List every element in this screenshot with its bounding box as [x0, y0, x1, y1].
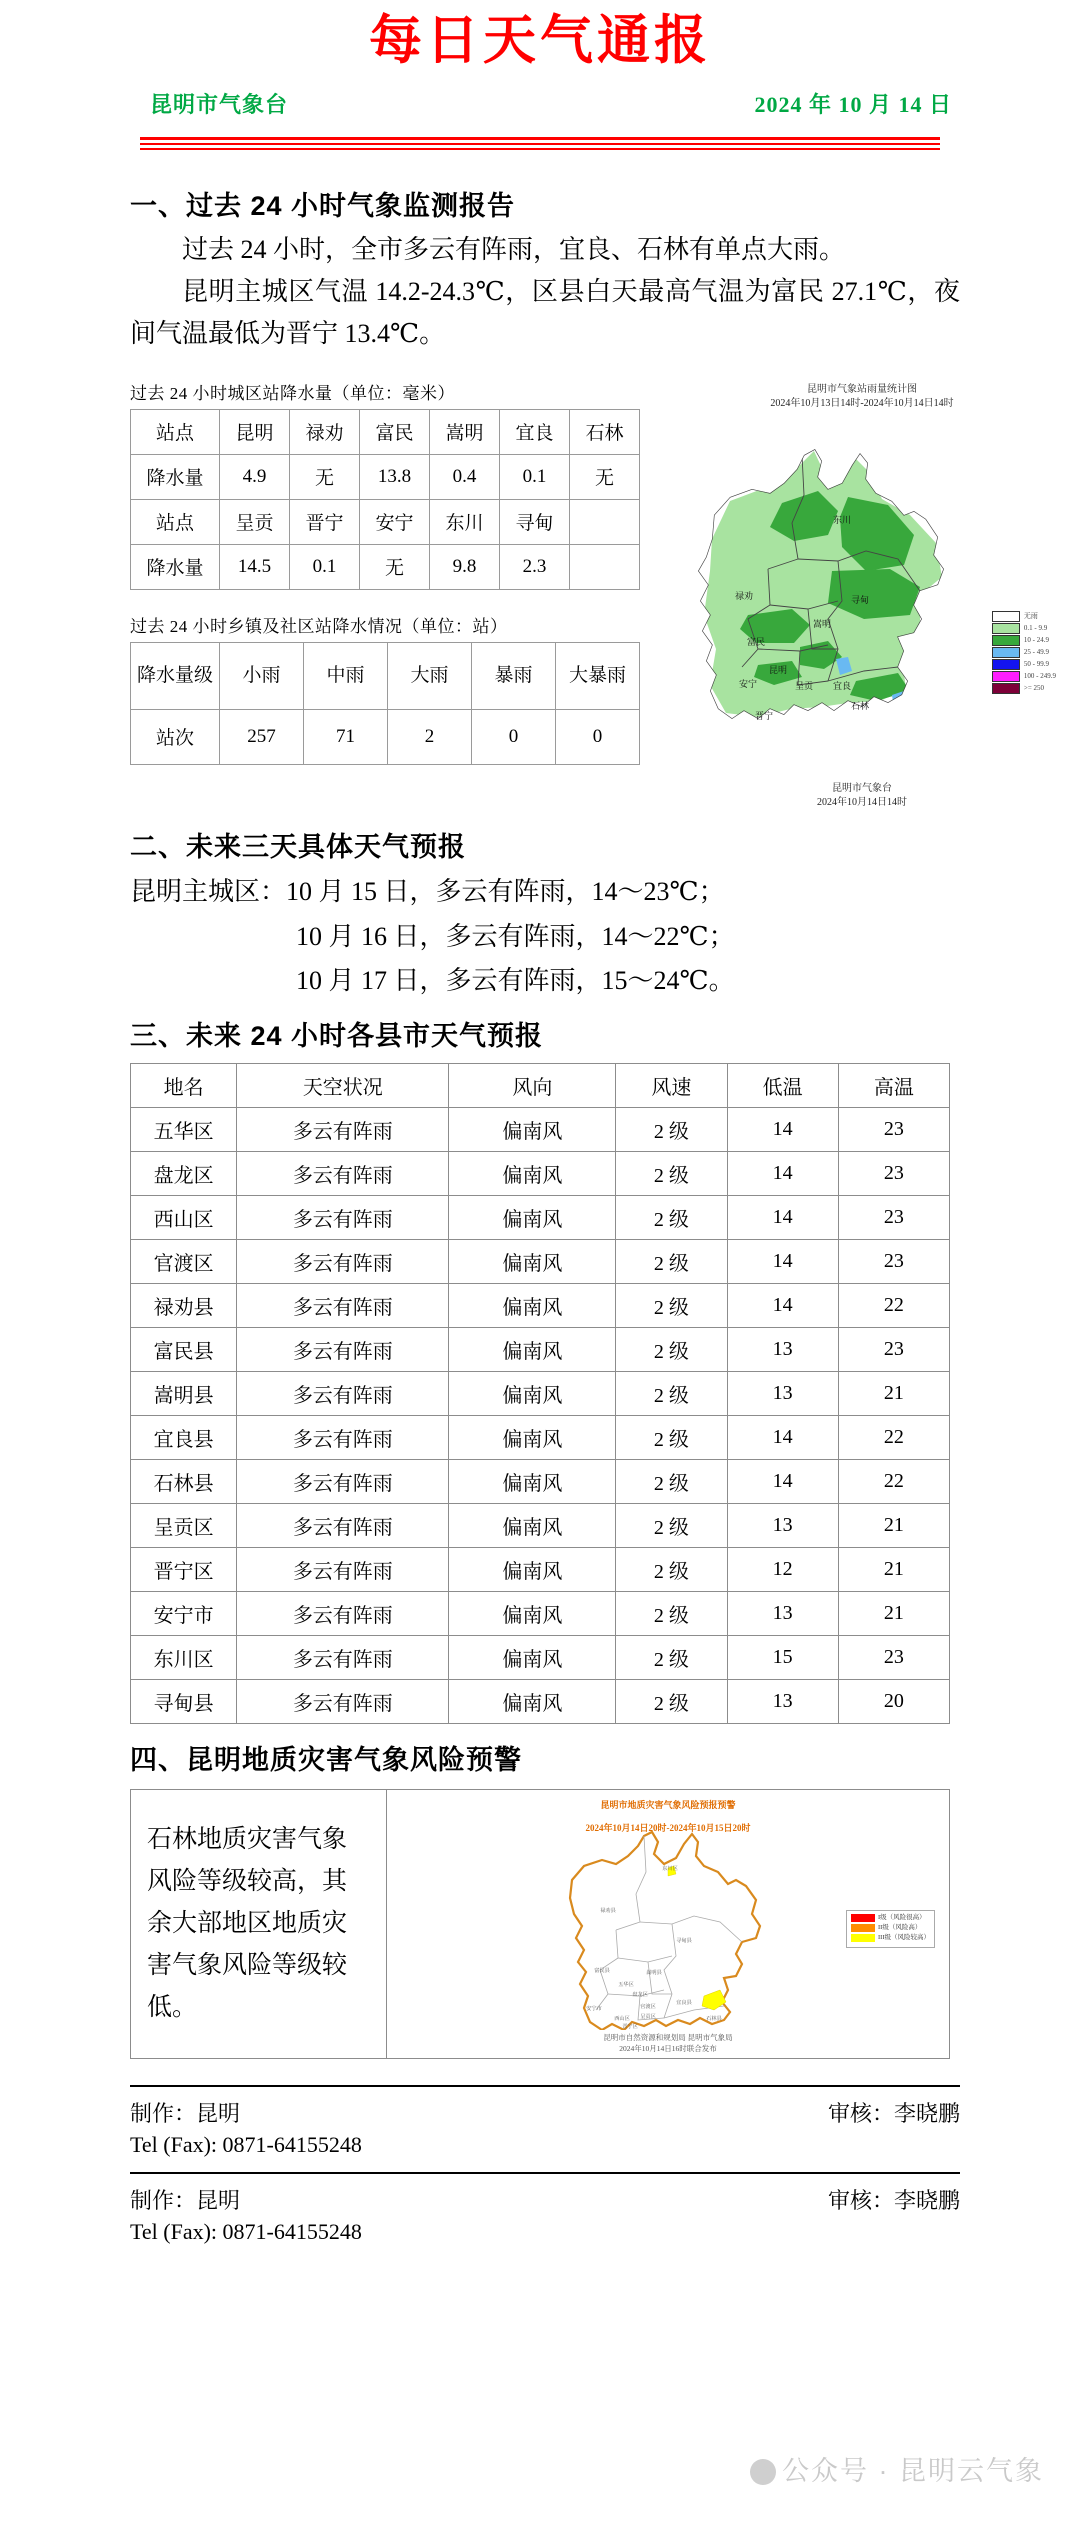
station-a-3: 嵩明 — [430, 409, 500, 454]
rain-map-footer-office: 昆明市气象台 — [832, 782, 892, 794]
table-row — [131, 1460, 950, 1504]
cell-r9-c4: 13 — [727, 1504, 838, 1548]
map-label-chenggong: 呈贡 — [794, 681, 814, 692]
rainfall-distribution-map — [652, 383, 1072, 813]
table-row — [131, 454, 640, 499]
header-meta — [150, 88, 952, 119]
cell-r1-c3: 2 级 — [616, 1152, 727, 1196]
geo-risk-text: 石林地质灾害气象风险等级较高，其余大部地区地质灾害气象风险等级较低。 — [147, 1826, 348, 2022]
cell-r10-c4: 12 — [727, 1548, 838, 1592]
forecast-line-day-1 — [130, 870, 1080, 915]
section-4-heading: 四、昆明地质灾害气象风险预警 — [130, 1745, 522, 1776]
cell-r13-c5: 20 — [838, 1680, 949, 1724]
cell-r0-c3: 2 级 — [616, 1108, 727, 1152]
legend-label-2: 10 - 24.9 — [1023, 635, 1049, 644]
value-a-4: 0.1 — [500, 454, 570, 499]
geo-label-anning: 安宁市 — [586, 2006, 602, 2013]
footer-maker-2: 制作：昆明 — [130, 2188, 241, 2214]
station-b-4: 寻甸 — [500, 499, 570, 544]
col-header-high-temp: 高温 — [838, 1064, 949, 1108]
map-label-kunming: 昆明 — [768, 665, 788, 676]
cell-r0-c0: 五华区 — [131, 1108, 237, 1152]
cell-r5-c5: 23 — [838, 1328, 949, 1372]
footer-row-2 — [130, 2184, 960, 2215]
geo-label-chenggong: 呈贡区 — [640, 2014, 656, 2021]
geo-label-jinning: 晋宁区 — [622, 2024, 638, 2031]
watermark-logo-icon — [750, 2459, 776, 2485]
cell-r1-c5: 23 — [838, 1152, 949, 1196]
cell-r0-c4: 14 — [727, 1108, 838, 1152]
geo-map-legend — [846, 1910, 935, 1948]
legend-item — [992, 611, 1056, 622]
cell-r5-c3: 2 级 — [616, 1328, 727, 1372]
rain-map-graphic — [652, 419, 1072, 789]
map-label-xundian: 寻甸 — [850, 595, 870, 606]
geo-label-songming: 嵩明县 — [646, 1970, 662, 1977]
count-1: 71 — [304, 709, 388, 764]
geo-legend-label-1: II级（风险高） — [878, 1924, 922, 1932]
geo-label-guandu: 官渡区 — [640, 2004, 656, 2011]
geo-map-graphic — [518, 1820, 818, 2030]
geo-legend-label-2: III级（风险较高） — [878, 1934, 930, 1942]
rain-map-period: 2024年10月13日14时-2024年10月14日14时 — [770, 398, 954, 410]
footer-spacer — [130, 2158, 960, 2172]
cell-r7-c1: 多云有阵雨 — [237, 1416, 449, 1460]
rain-level-header: 降水量级 — [131, 642, 220, 709]
legend-label-1: 0.1 - 9.9 — [1023, 623, 1048, 632]
cell-r11-c0: 安宁市 — [131, 1592, 237, 1636]
cell-r8-c1: 多云有阵雨 — [237, 1460, 449, 1504]
cell-r0-c2: 偏南风 — [449, 1108, 616, 1152]
cell-r12-c2: 偏南风 — [449, 1636, 616, 1680]
rain-map-title: 昆明市气象站雨量统计图 — [807, 383, 917, 395]
cell-r10-c3: 2 级 — [616, 1548, 727, 1592]
footer-reviewer-1: 审核：李晓鹏 — [827, 2101, 960, 2127]
table-row — [131, 1240, 950, 1284]
value-a-5: 无 — [570, 454, 640, 499]
station-b-5-empty — [570, 499, 640, 544]
cell-r3-c3: 2 级 — [616, 1240, 727, 1284]
table-row — [131, 544, 640, 589]
map-label-dongchuan: 东川 — [832, 515, 852, 526]
geo-legend-item — [851, 1934, 930, 1942]
station-b-3: 东川 — [430, 499, 500, 544]
cell-r2-c2: 偏南风 — [449, 1196, 616, 1240]
legend-swatch-5 — [992, 671, 1020, 682]
cell-r6-c0: 嵩明县 — [131, 1372, 237, 1416]
legend-item — [992, 671, 1056, 682]
value-b-1: 0.1 — [290, 544, 360, 589]
cell-r13-c1: 多云有阵雨 — [237, 1680, 449, 1724]
cell-r10-c1: 多云有阵雨 — [237, 1548, 449, 1592]
value-b-5-empty — [570, 544, 640, 589]
row-label-station-a: 站点 — [131, 409, 220, 454]
level-4: 大暴雨 — [556, 642, 640, 709]
rain-map-legend — [992, 611, 1056, 695]
table-header-row — [131, 1064, 950, 1108]
forecast-line-day-2 — [130, 915, 1080, 960]
legend-swatch-6 — [992, 683, 1020, 694]
cell-r7-c2: 偏南风 — [449, 1416, 616, 1460]
cell-r4-c3: 2 级 — [616, 1284, 727, 1328]
cell-r0-c5: 23 — [838, 1108, 949, 1152]
geo-legend-label-0: I级（风险很高） — [878, 1914, 926, 1922]
cell-r3-c1: 多云有阵雨 — [237, 1240, 449, 1284]
table-row — [131, 709, 640, 764]
map-label-yiliang: 宜良 — [832, 681, 852, 692]
geo-map-footer-office: 昆明市自然资源和规划局 昆明市气象局 — [603, 2032, 733, 2042]
cell-r7-c3: 2 级 — [616, 1416, 727, 1460]
cell-r7-c0: 宜良县 — [131, 1416, 237, 1460]
map-label-jinning: 晋宁 — [754, 711, 774, 722]
cell-r13-c2: 偏南风 — [449, 1680, 616, 1724]
cell-r11-c1: 多云有阵雨 — [237, 1592, 449, 1636]
cell-r5-c0: 富民县 — [131, 1328, 237, 1372]
col-header-wind-speed: 风速 — [616, 1064, 727, 1108]
map-label-fumin: 富民 — [746, 637, 766, 648]
footer-tel-2: Tel (Fax): 0871-64155248 — [130, 2219, 362, 2245]
table-row — [131, 1196, 950, 1240]
cell-r2-c1: 多云有阵雨 — [237, 1196, 449, 1240]
footer-tel-1: Tel (Fax): 0871-64155248 — [130, 2132, 362, 2158]
cell-r8-c3: 2 级 — [616, 1460, 727, 1504]
cell-r8-c4: 14 — [727, 1460, 838, 1504]
cell-r9-c0: 呈贡区 — [131, 1504, 237, 1548]
table-row — [131, 1416, 950, 1460]
cell-r12-c3: 2 级 — [616, 1636, 727, 1680]
map-label-songming: 嵩明 — [812, 619, 832, 630]
table-row — [131, 409, 640, 454]
table-row — [131, 1108, 950, 1152]
document-footer — [130, 2085, 960, 2245]
station-b-0: 呈贡 — [220, 499, 290, 544]
header-divider-rules — [140, 137, 940, 150]
station-a-1: 禄劝 — [290, 409, 360, 454]
cell-r3-c4: 14 — [727, 1240, 838, 1284]
cell-r9-c5: 21 — [838, 1504, 949, 1548]
cell-r11-c5: 21 — [838, 1592, 949, 1636]
cell-r12-c1: 多云有阵雨 — [237, 1636, 449, 1680]
cell-r9-c3: 2 级 — [616, 1504, 727, 1548]
geo-legend-swatch-2 — [851, 1934, 875, 1942]
value-b-3: 9.8 — [430, 544, 500, 589]
legend-label-5: 100 - 249.9 — [1023, 671, 1056, 680]
station-a-4: 宜良 — [500, 409, 570, 454]
township-rainfall-table — [130, 642, 640, 765]
cell-r3-c0: 官渡区 — [131, 1240, 237, 1284]
table-row — [131, 1548, 950, 1592]
cell-r1-c0: 盘龙区 — [131, 1152, 237, 1196]
cell-r3-c5: 23 — [838, 1240, 949, 1284]
legend-item — [992, 647, 1056, 658]
map-label-shilin: 石林 — [850, 701, 870, 712]
legend-swatch-0 — [992, 611, 1020, 622]
station-b-1: 晋宁 — [290, 499, 360, 544]
county-forecast-table — [130, 1063, 950, 1724]
legend-label-6: >= 250 — [1023, 683, 1045, 692]
col-header-wind-dir: 风向 — [449, 1064, 616, 1108]
cell-r10-c0: 晋宁区 — [131, 1548, 237, 1592]
station-a-2: 富民 — [360, 409, 430, 454]
footer-row-1 — [130, 2097, 960, 2128]
row-label-rain-b: 降水量 — [131, 544, 220, 589]
footer-maker-1: 制作：昆明 — [130, 2101, 241, 2127]
cell-r10-c2: 偏南风 — [449, 1548, 616, 1592]
value-b-2: 无 — [360, 544, 430, 589]
geo-label-dongchuan: 东川区 — [662, 1866, 678, 1873]
value-b-0: 14.5 — [220, 544, 290, 589]
legend-swatch-3 — [992, 647, 1020, 658]
row-label-rain-a: 降水量 — [131, 454, 220, 499]
cell-r6-c1: 多云有阵雨 — [237, 1372, 449, 1416]
cell-r1-c1: 多云有阵雨 — [237, 1152, 449, 1196]
section-1-heading: 一、过去 24 小时气象监测报告 — [130, 190, 516, 221]
table-row — [131, 1372, 950, 1416]
cell-r5-c2: 偏南风 — [449, 1328, 616, 1372]
table-row — [131, 1152, 950, 1196]
table-row — [131, 1592, 950, 1636]
count-row-label: 站次 — [131, 709, 220, 764]
legend-label-3: 25 - 49.9 — [1023, 647, 1049, 656]
geo-map-footer-time: 2024年10月14日16时联合发布 — [619, 2043, 717, 2053]
footer-divider-1 — [130, 2085, 960, 2087]
issuing-office: 昆明市气象台 — [150, 91, 289, 117]
cell-r11-c2: 偏南风 — [449, 1592, 616, 1636]
level-3: 暴雨 — [472, 642, 556, 709]
level-1: 中雨 — [304, 642, 388, 709]
forecast-day-1: 10 月 15 日，多云有阵雨，14～23℃； — [286, 876, 725, 906]
urban-rainfall-table — [130, 409, 640, 590]
table-row — [131, 1636, 950, 1680]
forecast-line-day-3 — [130, 959, 1080, 1004]
geo-legend-swatch-1 — [851, 1924, 875, 1932]
legend-label-4: 50 - 99.9 — [1023, 659, 1049, 668]
rule-line-3 — [140, 148, 940, 150]
section-1-paragraph-2: 昆明主城区气温 14.2-24.3℃，区县白天最高气温为富民 27.1℃，夜间气温最低为晋宁 13.4℃。 — [130, 276, 960, 348]
value-a-0: 4.9 — [220, 454, 290, 499]
cell-r11-c4: 13 — [727, 1592, 838, 1636]
geo-label-luquan: 禄劝县 — [600, 1908, 616, 1915]
geo-risk-text-cell — [131, 1790, 387, 2058]
cell-r1-c4: 14 — [727, 1152, 838, 1196]
station-a-5: 石林 — [570, 409, 640, 454]
forecast-day-3: 10 月 17 日，多云有阵雨，15～24℃。 — [296, 966, 735, 996]
rain-map-footer — [652, 782, 1072, 811]
legend-swatch-4 — [992, 659, 1020, 670]
watermark-text: 公众号 · 昆明云气象 — [782, 2456, 1044, 2486]
value-a-3: 0.4 — [430, 454, 500, 499]
county-forecast-body — [131, 1108, 950, 1724]
value-a-2: 13.8 — [360, 454, 430, 499]
level-0: 小雨 — [220, 642, 304, 709]
cell-r6-c3: 2 级 — [616, 1372, 727, 1416]
footer-reviewer-2: 审核：李晓鹏 — [827, 2188, 960, 2214]
table-row — [131, 1504, 950, 1548]
cell-r4-c2: 偏南风 — [449, 1284, 616, 1328]
geo-label-xishan: 西山区 — [614, 2016, 630, 2023]
row-label-station-b: 站点 — [131, 499, 220, 544]
cell-r6-c5: 21 — [838, 1372, 949, 1416]
cell-r9-c1: 多云有阵雨 — [237, 1504, 449, 1548]
legend-swatch-2 — [992, 635, 1020, 646]
cell-r5-c1: 多云有阵雨 — [237, 1328, 449, 1372]
cell-r7-c4: 14 — [727, 1416, 838, 1460]
cell-r1-c2: 偏南风 — [449, 1152, 616, 1196]
value-a-1: 无 — [290, 454, 360, 499]
township-rainfall-table-caption: 过去 24 小时乡镇及社区站降水情况（单位：站） — [130, 616, 508, 636]
count-2: 2 — [388, 709, 472, 764]
table-row — [131, 1284, 950, 1328]
count-3: 0 — [472, 709, 556, 764]
section-3-heading: 三、未来 24 小时各县市天气预报 — [130, 1021, 544, 1052]
geo-label-xundian: 寻甸县 — [676, 1938, 692, 1945]
cell-r4-c1: 多云有阵雨 — [237, 1284, 449, 1328]
cell-r2-c4: 14 — [727, 1196, 838, 1240]
legend-item — [992, 683, 1056, 694]
geo-map-footer — [387, 2032, 949, 2055]
geo-label-panlong: 盘龙区 — [632, 1992, 648, 1999]
cell-r11-c3: 2 级 — [616, 1592, 727, 1636]
cell-r6-c2: 偏南风 — [449, 1372, 616, 1416]
map-label-luquan: 禄劝 — [734, 591, 754, 602]
geo-legend-swatch-0 — [851, 1914, 875, 1922]
geo-label-yiliang: 宜良县 — [676, 2000, 692, 2007]
section-2-heading: 二、未来三天具体天气预报 — [130, 831, 466, 862]
footer-divider-2 — [130, 2172, 960, 2174]
legend-label-0: 无雨 — [1023, 611, 1038, 620]
rain-map-footer-time: 2024年10月14日14时 — [817, 797, 907, 809]
cell-r13-c3: 2 级 — [616, 1680, 727, 1724]
urban-rainfall-table-caption: 过去 24 小时城区站降水量（单位：毫米） — [130, 383, 455, 403]
cell-r2-c3: 2 级 — [616, 1196, 727, 1240]
cell-r12-c0: 东川区 — [131, 1636, 237, 1680]
cell-r3-c2: 偏南风 — [449, 1240, 616, 1284]
cell-r9-c2: 偏南风 — [449, 1504, 616, 1548]
station-a-0: 昆明 — [220, 409, 290, 454]
forecast-city-label: 昆明主城区： — [130, 876, 287, 906]
geo-map-period: 2024年10月14日20时-2024年10月15日20时 — [585, 1822, 751, 1833]
cell-r12-c4: 15 — [727, 1636, 838, 1680]
cell-r4-c0: 禄劝县 — [131, 1284, 237, 1328]
geo-label-wuhua: 五华区 — [618, 1982, 634, 1989]
cell-r0-c1: 多云有阵雨 — [237, 1108, 449, 1152]
table-row — [131, 1680, 950, 1724]
cell-r12-c5: 23 — [838, 1636, 949, 1680]
cell-r4-c4: 14 — [727, 1284, 838, 1328]
col-header-low-temp: 低温 — [727, 1064, 838, 1108]
cell-r2-c5: 23 — [838, 1196, 949, 1240]
table-row — [131, 1328, 950, 1372]
page-title: 每日天气通报 — [369, 12, 711, 70]
cell-r10-c5: 21 — [838, 1548, 949, 1592]
cell-r8-c2: 偏南风 — [449, 1460, 616, 1504]
geo-risk-map-cell — [387, 1790, 949, 2058]
issue-date: 2024 年 10 月 14 日 — [754, 91, 952, 117]
table-row — [131, 499, 640, 544]
col-header-place: 地名 — [131, 1064, 237, 1108]
forecast-day-2: 10 月 16 日，多云有阵雨，14～22℃； — [296, 921, 735, 951]
cell-r2-c0: 西山区 — [131, 1196, 237, 1240]
legend-item — [992, 659, 1056, 670]
geo-legend-item — [851, 1924, 930, 1932]
table-row — [131, 642, 640, 709]
cell-r4-c5: 22 — [838, 1284, 949, 1328]
watermark — [750, 2449, 1044, 2488]
geo-map-title: 昆明市地质灾害气象风险预报预警 — [600, 1800, 736, 1811]
cell-r13-c4: 13 — [727, 1680, 838, 1724]
cell-r13-c0: 寻甸县 — [131, 1680, 237, 1724]
section-1-paragraph-1: 过去 24 小时，全市多云有阵雨，宜良、石林有单点大雨。 — [182, 234, 846, 264]
geo-label-shilin: 石林县 — [706, 2016, 722, 2023]
station-b-2: 安宁 — [360, 499, 430, 544]
cell-r8-c0: 石林县 — [131, 1460, 237, 1504]
cell-r7-c5: 22 — [838, 1416, 949, 1460]
geo-label-fumin: 富民县 — [594, 1968, 610, 1975]
legend-item — [992, 635, 1056, 646]
legend-item — [992, 623, 1056, 634]
geo-legend-item — [851, 1914, 930, 1922]
cell-r8-c5: 22 — [838, 1460, 949, 1504]
cell-r5-c4: 13 — [727, 1328, 838, 1372]
geo-risk-panel — [130, 1789, 950, 2059]
cell-r6-c4: 13 — [727, 1372, 838, 1416]
value-b-4: 2.3 — [500, 544, 570, 589]
map-label-anning: 安宁 — [738, 679, 758, 690]
col-header-sky: 天空状况 — [237, 1064, 449, 1108]
legend-swatch-1 — [992, 623, 1020, 634]
count-0: 257 — [220, 709, 304, 764]
level-2: 大雨 — [388, 642, 472, 709]
section-1-data-block — [0, 379, 1080, 819]
count-4: 0 — [556, 709, 640, 764]
